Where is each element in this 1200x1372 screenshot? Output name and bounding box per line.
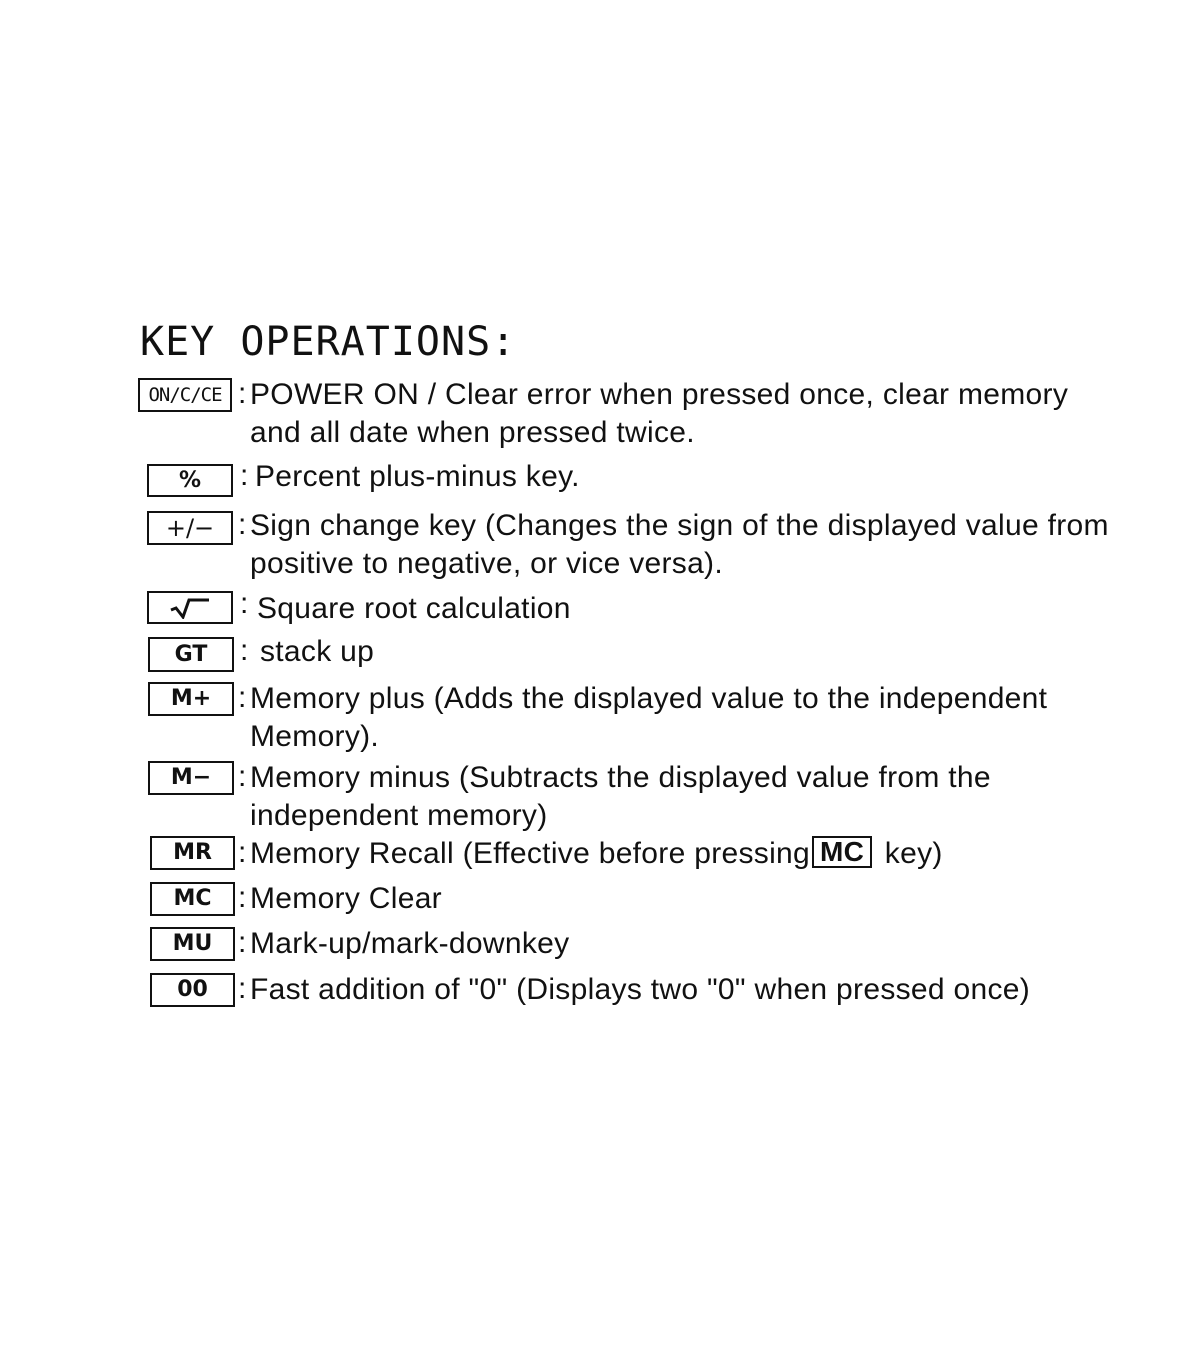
key-description: Memory plus (Adds the displayed value to the independent Memory). [250,682,1048,753]
separator: : [238,881,247,914]
inline-key-mc: MC [812,836,872,868]
square-root-icon [167,597,213,619]
key-description-text: Memory Recall (Effective before pressing [250,837,810,870]
separator: : [240,634,249,667]
key-description: stack up [260,635,375,668]
key-description: POWER ON / Clear error when pressed once, clear memory and all date when pressed twice. [250,378,1069,449]
key-description: Memory Clear [250,882,442,915]
key-description: Sign change key (Changes the sign of the displayed value from positive to negative, or vice versa). [250,509,1109,580]
key-description: Fast addition of "0" (Displays two "0" when pressed once) [250,973,1031,1006]
key-description: Mark-up/mark-downkey [250,927,570,960]
key-description: Percent plus-minus key. [255,460,580,493]
key-description-text: key) [876,837,943,870]
key-on-c-ce: ON/C/CE [138,378,232,412]
key-square-root [147,591,233,624]
key-memory-minus: M− [148,761,234,795]
page-title: KEY OPERATIONS: [140,319,517,365]
separator: : [238,926,247,959]
separator: : [238,681,247,714]
separator: : [240,459,249,492]
separator: : [238,508,247,541]
separator: : [240,587,249,620]
separator: : [238,377,247,410]
key-description [250,835,1150,873]
separator: : [238,836,247,869]
key-description: Memory minus (Subtracts the displayed value from the independent memory) [250,761,991,832]
key-memory-plus: M+ [148,682,234,716]
key-gt: GT [148,637,234,672]
key-double-zero: 00 [150,973,235,1007]
key-sign-change: +/− [147,511,233,545]
key-description: Square root calculation [257,592,571,625]
separator: : [238,760,247,793]
separator: : [238,972,247,1005]
key-memory-clear: MC [150,882,235,916]
key-mark-up: MU [150,927,235,961]
key-percent: % [147,464,233,497]
key-memory-recall: MR [150,836,235,870]
